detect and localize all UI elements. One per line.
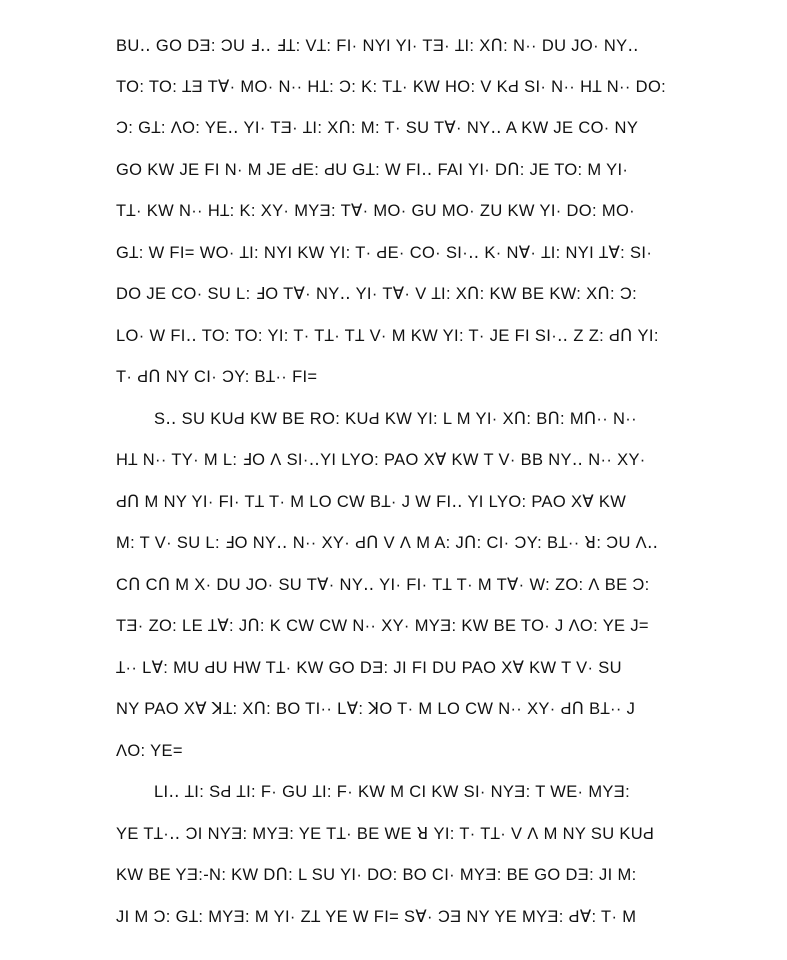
text-line: TƎ· ZO: LE ꞱⱯ: JՈ: K CW CW N·· XY· MYƎ: KW BE TO· J ɅO: YE J= — [116, 617, 649, 635]
text-line: M: T V· SU L: ℲO NY‥ N·· XY· ԀՈ V Ʌ M A: JՈ: CI· ƆY: BꞱ·· ꓤ: ƆU Ʌ‥ — [116, 534, 659, 552]
text-line: BU‥ GO DƎ: ƆU Ⅎ‥ ℲꞱ: VꞱ: FI· NYI YI· TƎ· ꞱI: XՈ: N·· DU JO· NY‥ — [116, 37, 639, 55]
text-line: TꞱ· KW N·· HꞱ: K: XY· MYƎ: TⱯ· MO· GU MO· ZU KW YI· DO: MO· — [116, 202, 635, 220]
text-line: DO JE CO· SU L: ℲO TⱯ· NY‥ YI· TⱯ· V ꞱI: XՈ: KW BE KW: XՈ: Ɔ: — [116, 285, 638, 303]
text-line: KW BE YƎ:-N: KW DՈ: L SU YI· DO: BO CI· MYƎ: BE GO DƎ: JI M: — [116, 866, 637, 884]
text-line: HꞱ N·· TY· M L: ℲO Ʌ SI·‥YI LYO: PAO XⱯ KW T V· BB NY‥ N·· XY· — [116, 451, 646, 469]
text-line: ɅO: YE= — [116, 742, 183, 760]
text-line: NY PAO XⱯ ꓘꞱ: XՈ: BO TI·· LⱯ: ꓘO T· M LO CW N·· XY· ԀՈ BꞱ·· J — [116, 700, 636, 718]
text-line: T· ԀՈ NY CI· ƆY: BꞱ·· FI= — [116, 368, 318, 386]
text-line: GO KW JE FI N· M JE ԀE: ԀU GꞱ: W FI‥ FAI YI· DՈ: JE TO: M YI· — [116, 161, 629, 179]
text-line: Ɔ: GꞱ: ɅO: YE‥ YI· TƎ· ꞱI: XՈ: M: T· SU TⱯ· NY‥ A KW JE CO· NY — [116, 119, 639, 137]
text-line: YE TꞱ·‥ ƆI NYƎ: MYƎ: YE TꞱ· BE WE ꓤ YI: T· TꞱ· V Ʌ M NY SU KUԀ — [116, 825, 655, 843]
text-line: TO: TO: ꞱƎ TⱯ· MO· N·· HꞱ: Ɔ: K: TꞱ· KW HO: V KԀ SI· N·· HꞱ N·· DO: — [116, 78, 667, 96]
text-line: ԀՈ M NY YI· FI· TꞱ T· M LO CW BꞱ· J W FI‥ YI LYO: PAO XⱯ KW — [116, 493, 627, 511]
text-line: Ʇ·· LⱯ: MU ԀU HW TꞱ· KW GO DƎ: JI FI DU PAO XⱯ KW T V· SU — [116, 659, 622, 677]
text-line: S‥ SU KUԀ KW BE RO: KUԀ KW YI: L M YI· XՈ: BՈ: MՈ·· N·· — [154, 410, 637, 428]
text-line: LI‥ ꞱI: SԀ ꞱI: F· GU ꞱI: F· KW M CI KW SI· NYƎ: T WE· MYƎ: — [154, 783, 631, 801]
text-line: CՈ CՈ M X· DU JO· SU TⱯ· NY‥ YI· FI· TꞱ T· M TⱯ· W: ZO: Ʌ BE Ɔ: — [116, 576, 650, 594]
text-line: JI M Ɔ: GꞱ: MYƎ: M YI· ZꞱ YE W FI= SⱯ· ƆƎ NY YE MYƎ: ԀⱯ: T· M — [116, 908, 637, 926]
text-line: GꞱ: W FI= WO· ꞱI: NYI KW YI: T· ԀE· CO· SI·‥ K· NⱯ· ꞱI: NYI ꞱⱯ: SI· — [116, 244, 653, 262]
text-line: LO· W FI‥ TO: TO: YI: T· TꞱ· TꞱ V· M KW YI: T· JE FI SI·‥ Z Z: ԀՈ YI: — [116, 327, 659, 345]
